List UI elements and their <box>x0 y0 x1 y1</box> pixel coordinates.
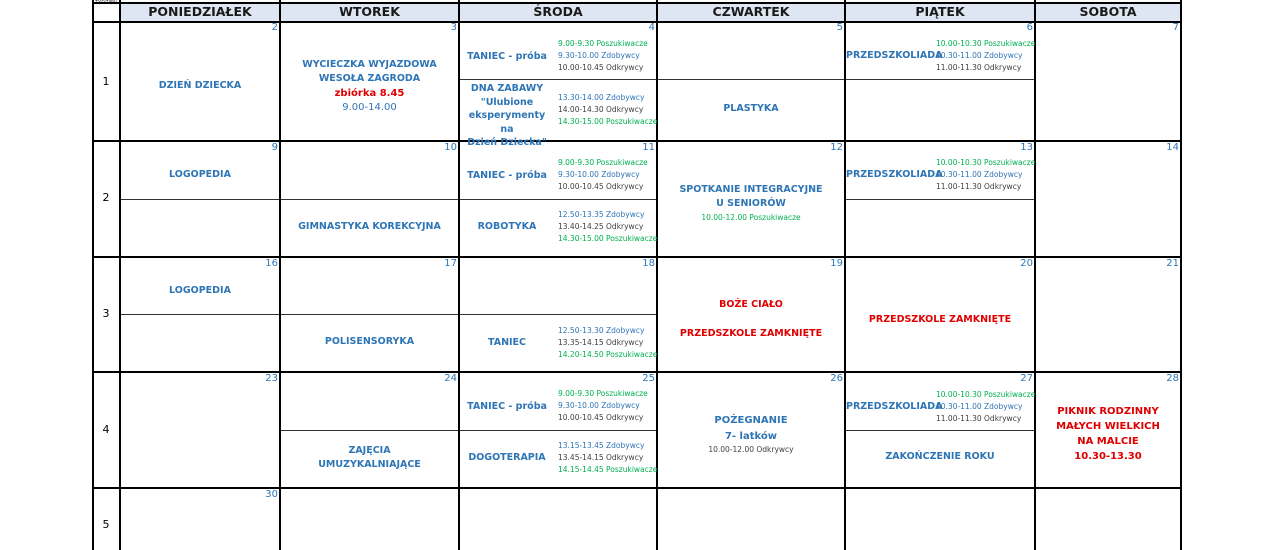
event-przedszkole-zamkniete: PRZEDSZKOLE ZAMKNIĘTE <box>679 328 823 339</box>
date-number: 21 <box>1166 258 1179 269</box>
event-taniec-proba: TANIEC - próba <box>467 401 547 412</box>
day-header-tuesday: WTOREK <box>281 3 458 21</box>
schedule-list: 10.00-10.30 Poszukiwacze 10.30-11.00 Zdobywcy 11.00-11.30 Odkrywcy <box>936 39 1036 73</box>
event-robotyka: ROBOTYKA <box>477 221 537 232</box>
grid-line <box>92 2 1182 4</box>
schedule-list: 10.00-12.00 Odkrywcy <box>708 445 794 454</box>
date-number: 26 <box>830 373 843 384</box>
sub-line <box>281 199 458 200</box>
event-spotkanie-line1: SPOTKANIE INTEGRACYJNE <box>679 184 823 195</box>
date-number: 12 <box>830 142 843 153</box>
sub-line <box>846 79 1034 80</box>
event-pozegnanie-line2: 7- latków <box>724 431 778 442</box>
grid-line <box>1180 0 1182 550</box>
sub-line <box>281 314 458 315</box>
event-boze-cialo: BOŻE CIAŁO <box>719 299 783 310</box>
sub-line <box>460 314 656 315</box>
event-spotkanie-line2: U SENIORÓW <box>716 198 786 209</box>
event-plastyka: PLASTYKA <box>723 103 779 114</box>
week-number: 2 <box>102 191 110 204</box>
grid-line <box>1034 0 1036 550</box>
schedule-list: 9.00-9.30 Poszukiwacze 9.30-10.00 Zdobywcy 10.00-10.45 Odkrywcy <box>558 158 648 192</box>
schedule-list: 13.30-14.00 Zdobywcy 14.00-14.30 Odkrywcy 14.30-15.00 Poszukiwacze <box>558 93 658 127</box>
week-number: 1 <box>102 75 110 88</box>
schedule-list: 9.00-9.30 Poszukiwacze 9.30-10.00 Zdobywcy 10.00-10.45 Odkrywcy <box>558 39 648 73</box>
event-piknik-line1: PIKNIK RODZINNY <box>1057 406 1159 417</box>
sub-line <box>460 79 656 80</box>
schedule-list: 10.00-10.30 Poszukiwacze 10.30-11.00 Zdobywcy 11.00-11.30 Odkrywcy <box>936 158 1036 192</box>
event-przedszkoliada: PRZEDSZKOLIADA <box>846 50 943 61</box>
date-number: 5 <box>836 22 843 33</box>
schedule-list: 12.50-13.30 Zdobywcy 13.35-14.15 Odkrywcy 14.20-14.50 Poszukiwacze <box>558 326 658 360</box>
event-wycieczka-line3: zbiórka 8.45 <box>334 88 405 99</box>
event-przedszkoliada: PRZEDSZKOLIADA <box>846 401 943 412</box>
date-number: 28 <box>1166 373 1179 384</box>
event-zajecia-line2: UMUZYKALNIAJĄCE <box>318 459 421 470</box>
week-number: 3 <box>102 307 110 320</box>
event-wycieczka-line2: WESOŁA ZAGRODA <box>318 73 421 84</box>
event-piknik-line4: 10.30-13.30 <box>1074 451 1142 462</box>
event-dna-zabawy: DNA ZABAWY "Ulubione eksperymenty na Dzień Dziecka" <box>467 83 547 148</box>
date-number: 13 <box>1020 142 1033 153</box>
event-logopedia: LOGOPEDIA <box>169 285 231 296</box>
week-number: 5 <box>102 518 110 531</box>
day-header-monday: PONIEDZIAŁEK <box>121 3 279 21</box>
date-number: 16 <box>265 258 278 269</box>
date-number: 23 <box>265 373 278 384</box>
sub-line <box>121 199 279 200</box>
date-number: 11 <box>642 142 655 153</box>
schedule-list: 9.00-9.30 Poszukiwacze 9.30-10.00 Zdobywcy 10.00-10.45 Odkrywcy <box>558 389 648 423</box>
date-number: 9 <box>271 142 278 153</box>
schedule-list: 10.00-12.00 Poszukiwacze <box>701 213 801 222</box>
schedule-list: 13.15-13.45 Zdobywcy 13.45-14.15 Odkrywcy 14.15-14.45 Poszukiwacze <box>558 441 658 475</box>
calendar-table <box>92 0 1182 550</box>
event-logopedia: LOGOPEDIA <box>169 169 231 180</box>
event-dogoterapia: DOGOTERAPIA <box>468 452 546 463</box>
event-piknik-line3: NA MALCIE <box>1077 436 1139 447</box>
event-zakonczenie-roku: ZAKOŃCZENIE ROKU <box>885 451 995 462</box>
day-header-wednesday: ŚRODA <box>460 3 656 21</box>
event-gimnastyka: GIMNASTYKA KOREKCYJNA <box>298 221 441 232</box>
date-number: 17 <box>444 258 457 269</box>
date-number: 6 <box>1026 22 1033 33</box>
date-number: 18 <box>642 258 655 269</box>
date-number: 10 <box>444 142 457 153</box>
grid-line <box>458 0 460 550</box>
event-taniec-proba: TANIEC - próba <box>467 170 547 181</box>
sub-line <box>281 430 458 431</box>
day-header-saturday: SOBOTA <box>1036 3 1180 21</box>
event-taniec-proba: TANIEC - próba <box>467 51 547 62</box>
day-header-friday: PIĄTEK <box>846 3 1034 21</box>
date-number: 14 <box>1166 142 1179 153</box>
schedule-list: 12.50-13.35 Zdobywcy 13.40-14.25 Odkrywcy 14.30-15.00 Poszukiwacze <box>558 210 658 244</box>
date-number: 2 <box>271 22 278 33</box>
sub-line <box>846 430 1034 431</box>
date-number: 19 <box>830 258 843 269</box>
event-zajecia-line1: ZAJĘCIA <box>348 445 391 456</box>
sub-line <box>460 199 656 200</box>
sub-line <box>121 314 279 315</box>
event-taniec: TANIEC <box>487 337 527 348</box>
event-przedszkole-zamkniete: PRZEDSZKOLE ZAMKNIĘTE <box>868 314 1012 325</box>
event-dzien-dziecka: DZIEŃ DZIECKA <box>158 80 242 91</box>
date-number: 4 <box>648 22 655 33</box>
date-number: 25 <box>642 373 655 384</box>
sub-line <box>846 199 1034 200</box>
week-number: 4 <box>102 423 110 436</box>
date-number: 30 <box>265 489 278 500</box>
date-number: 27 <box>1020 373 1033 384</box>
date-number: 24 <box>444 373 457 384</box>
sub-line <box>460 430 656 431</box>
day-header-thursday: CZWARTEK <box>658 3 844 21</box>
event-polisensoryka: POLISENSORYKA <box>324 336 415 347</box>
date-number: 7 <box>1172 22 1179 33</box>
schedule-list: 10.00-10.30 Poszukiwacze 10.30-11.00 Zdobywcy 11.00-11.30 Odkrywcy <box>936 390 1036 424</box>
event-przedszkoliada: PRZEDSZKOLIADA <box>846 169 943 180</box>
event-pozegnanie-line1: POŻEGNANIE <box>714 415 788 426</box>
event-wycieczka-line4: 9.00-14.00 <box>342 102 397 113</box>
grid-line <box>844 0 846 550</box>
date-number: 20 <box>1020 258 1033 269</box>
event-piknik-line2: MAŁYCH WIELKICH <box>1056 421 1160 432</box>
date-number: 3 <box>450 22 457 33</box>
event-wycieczka-line1: WYCIECZKA WYJAZDOWA <box>302 59 437 70</box>
sub-line <box>658 79 844 80</box>
